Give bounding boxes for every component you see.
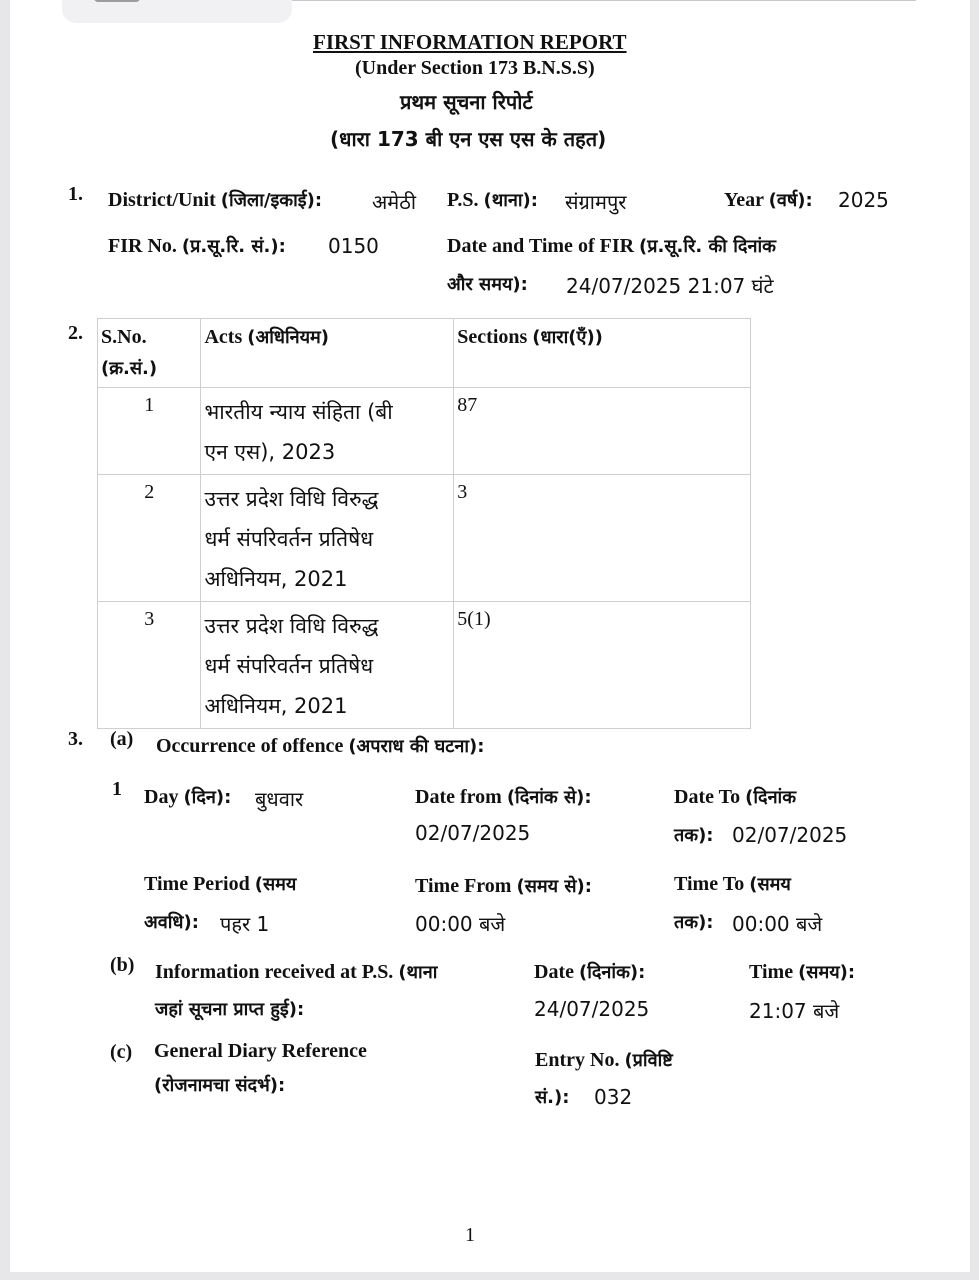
row-section: 5(1) <box>454 602 751 729</box>
day-label-hi: (दिन): <box>183 787 232 808</box>
info-received-label-hi2: जहां सूचना प्राप्त हुई): <box>155 999 305 1020</box>
row-section: 3 <box>454 475 751 602</box>
row-sno: 3 <box>98 602 201 729</box>
row-act <box>201 475 454 602</box>
day-label <box>144 785 231 809</box>
toolbar-tab[interactable] <box>94 0 140 2</box>
report-title: FIRST INFORMATION REPORT <box>313 30 627 54</box>
time-to-label <box>674 872 791 896</box>
time-from-label-hi: (समय से): <box>516 876 592 897</box>
info-received-label-cont <box>155 997 304 1021</box>
report-subtitle: (Under Section 173 B.N.S.S) <box>355 57 595 79</box>
row-sno: 2 <box>98 475 201 602</box>
act-line: भारतीय न्याय संहिता (बी <box>204 400 393 424</box>
date-from-label-hi: (दिनांक से): <box>506 787 592 808</box>
fir-label-hi: (प्र.सू.रि. सं.): <box>181 236 286 257</box>
time-period-label <box>144 872 296 896</box>
act-line: अधिनियम, 2021 <box>204 567 348 591</box>
act-line: धर्म संपरिवर्तन प्रतिषेध <box>204 527 374 551</box>
entry-no-label-hi2: सं.): <box>535 1087 570 1108</box>
fir-datetime-label-hi2: और समय): <box>447 274 528 295</box>
time-to-value: 00:00 बजे <box>732 912 823 936</box>
date-to-value: 02/07/2025 <box>732 823 848 847</box>
page-number: 1 <box>465 1224 475 1246</box>
district-value: अमेठी <box>372 190 417 214</box>
row-act <box>201 388 454 475</box>
entry-no-value: 032 <box>594 1085 633 1109</box>
ps-label <box>447 188 538 212</box>
row-act <box>201 602 454 729</box>
fir-no-value: 0150 <box>328 234 379 258</box>
occurrence-label-hi: (अपराध की घटना): <box>348 736 485 757</box>
time-to-label-cont <box>674 910 714 934</box>
year-label <box>724 188 813 212</box>
day-label-en: Day <box>144 786 179 808</box>
acts-sections-table <box>97 318 751 729</box>
time-from-value: 00:00 बजे <box>415 912 506 936</box>
table-header-row <box>98 319 751 388</box>
section-3-number: 3. <box>68 728 83 750</box>
date-from-label <box>415 785 592 809</box>
gd-reference-label-hi: (रोजनामचा संदर्भ): <box>154 1075 286 1096</box>
entry-no-label-en: Entry No. <box>535 1049 620 1071</box>
info-time-label <box>749 960 855 984</box>
header-acts-hi: (अधिनियम) <box>247 327 330 348</box>
row-section: 87 <box>454 388 751 475</box>
section-3b-label: (b) <box>110 954 135 976</box>
info-date-value: 24/07/2025 <box>534 997 650 1021</box>
header-sections-hi: (धारा(एँ)) <box>532 327 603 348</box>
time-from-label <box>415 874 592 898</box>
table-row <box>98 388 751 475</box>
table-row <box>98 475 751 602</box>
row-sno: 1 <box>98 388 201 475</box>
report-title-hindi: प्रथम सूचना रिपोर्ट <box>400 90 533 114</box>
district-label-hi: (जिला/इकाई): <box>220 190 323 211</box>
date-to-label <box>674 785 796 809</box>
info-date-label-hi: (दिनांक): <box>578 962 646 983</box>
gd-reference-label: General Diary Reference <box>154 1040 367 1062</box>
header-sno <box>98 319 201 388</box>
report-subtitle-hindi: (धारा 173 बी एन एस एस के तहत) <box>330 127 607 151</box>
info-time-label-en: Time <box>749 961 794 983</box>
date-from-value: 02/07/2025 <box>415 821 531 845</box>
fir-datetime-label <box>447 234 776 258</box>
fir-no-label <box>108 234 286 258</box>
time-period-label-en: Time Period <box>144 873 250 895</box>
fir-datetime-value: 24/07/2025 21:07 घंटे <box>566 274 774 298</box>
header-sno-hi: (क्र.सं.) <box>101 358 158 379</box>
header-acts <box>201 319 454 388</box>
info-received-label-hi: (थाना <box>398 962 438 983</box>
gd-reference-label-cont <box>154 1073 285 1097</box>
time-period-label-hi2: अवधि): <box>144 912 199 933</box>
header-sno-en: S.No. <box>101 326 147 348</box>
year-value: 2025 <box>838 188 889 212</box>
viewer-toolbar[interactable] <box>62 0 292 23</box>
section-3a-label: (a) <box>110 728 134 750</box>
entry-no-label-hi: (प्रविष्टि <box>624 1050 673 1071</box>
time-period-label-hi: (समय <box>254 874 297 895</box>
ps-value: संग्रामपुर <box>565 190 627 214</box>
info-received-label-en: Information received at P.S. <box>155 961 394 983</box>
act-line: एन एस), 2023 <box>204 440 336 464</box>
entry-no-label-cont <box>535 1085 569 1109</box>
info-time-label-hi: (समय): <box>798 962 856 983</box>
entry-no-label <box>535 1048 673 1072</box>
date-from-label-en: Date from <box>415 786 502 808</box>
toolbar-divider <box>292 0 916 1</box>
act-line: अधिनियम, 2021 <box>204 694 348 718</box>
time-to-label-hi2: तक): <box>674 912 714 933</box>
header-acts-en: Acts <box>204 326 243 348</box>
info-received-label <box>155 960 437 984</box>
date-to-label-cont <box>674 823 714 847</box>
act-line: धर्म संपरिवर्तन प्रतिषेध <box>204 654 374 678</box>
date-to-label-hi: (दिनांक <box>745 787 797 808</box>
fir-datetime-label-cont <box>447 272 528 296</box>
header-sections-en: Sections <box>457 326 528 348</box>
time-from-label-en: Time From <box>415 875 512 897</box>
year-label-hi: (वर्ष): <box>768 190 813 211</box>
header-sections <box>454 319 751 388</box>
occurrence-label-en: Occurrence of offence <box>156 735 344 757</box>
occurrence-item-number: 1 <box>112 778 122 800</box>
fir-label-en: FIR No. <box>108 235 177 257</box>
year-label-en: Year <box>724 189 764 211</box>
info-time-value: 21:07 बजे <box>749 999 840 1023</box>
table-row <box>98 602 751 729</box>
date-to-label-hi2: तक): <box>674 825 714 846</box>
time-period-value: पहर 1 <box>220 912 270 936</box>
occurrence-label <box>156 734 484 758</box>
section-3c-label: (c) <box>110 1041 133 1063</box>
district-label-en: District/Unit <box>108 189 216 211</box>
district-label <box>108 188 322 212</box>
time-to-label-en: Time To <box>674 873 745 895</box>
info-date-label <box>534 960 645 984</box>
section-2-number: 2. <box>68 322 83 344</box>
fir-datetime-label-hi: (प्र.सू.रि. की दिनांक <box>639 236 776 257</box>
ps-label-en: P.S. <box>447 189 479 211</box>
date-to-label-en: Date To <box>674 786 741 808</box>
act-line: उत्तर प्रदेश विधि विरुद्ध <box>204 614 379 638</box>
act-line: उत्तर प्रदेश विधि विरुद्ध <box>204 487 379 511</box>
day-value: बुधवार <box>255 787 304 811</box>
time-to-label-hi: (समय <box>749 874 791 895</box>
info-date-label-en: Date <box>534 961 574 983</box>
section-1-number: 1. <box>68 183 83 205</box>
fir-datetime-label-en: Date and Time of FIR <box>447 235 635 257</box>
ps-label-hi: (थाना): <box>483 190 538 211</box>
time-period-label-cont <box>144 910 199 934</box>
